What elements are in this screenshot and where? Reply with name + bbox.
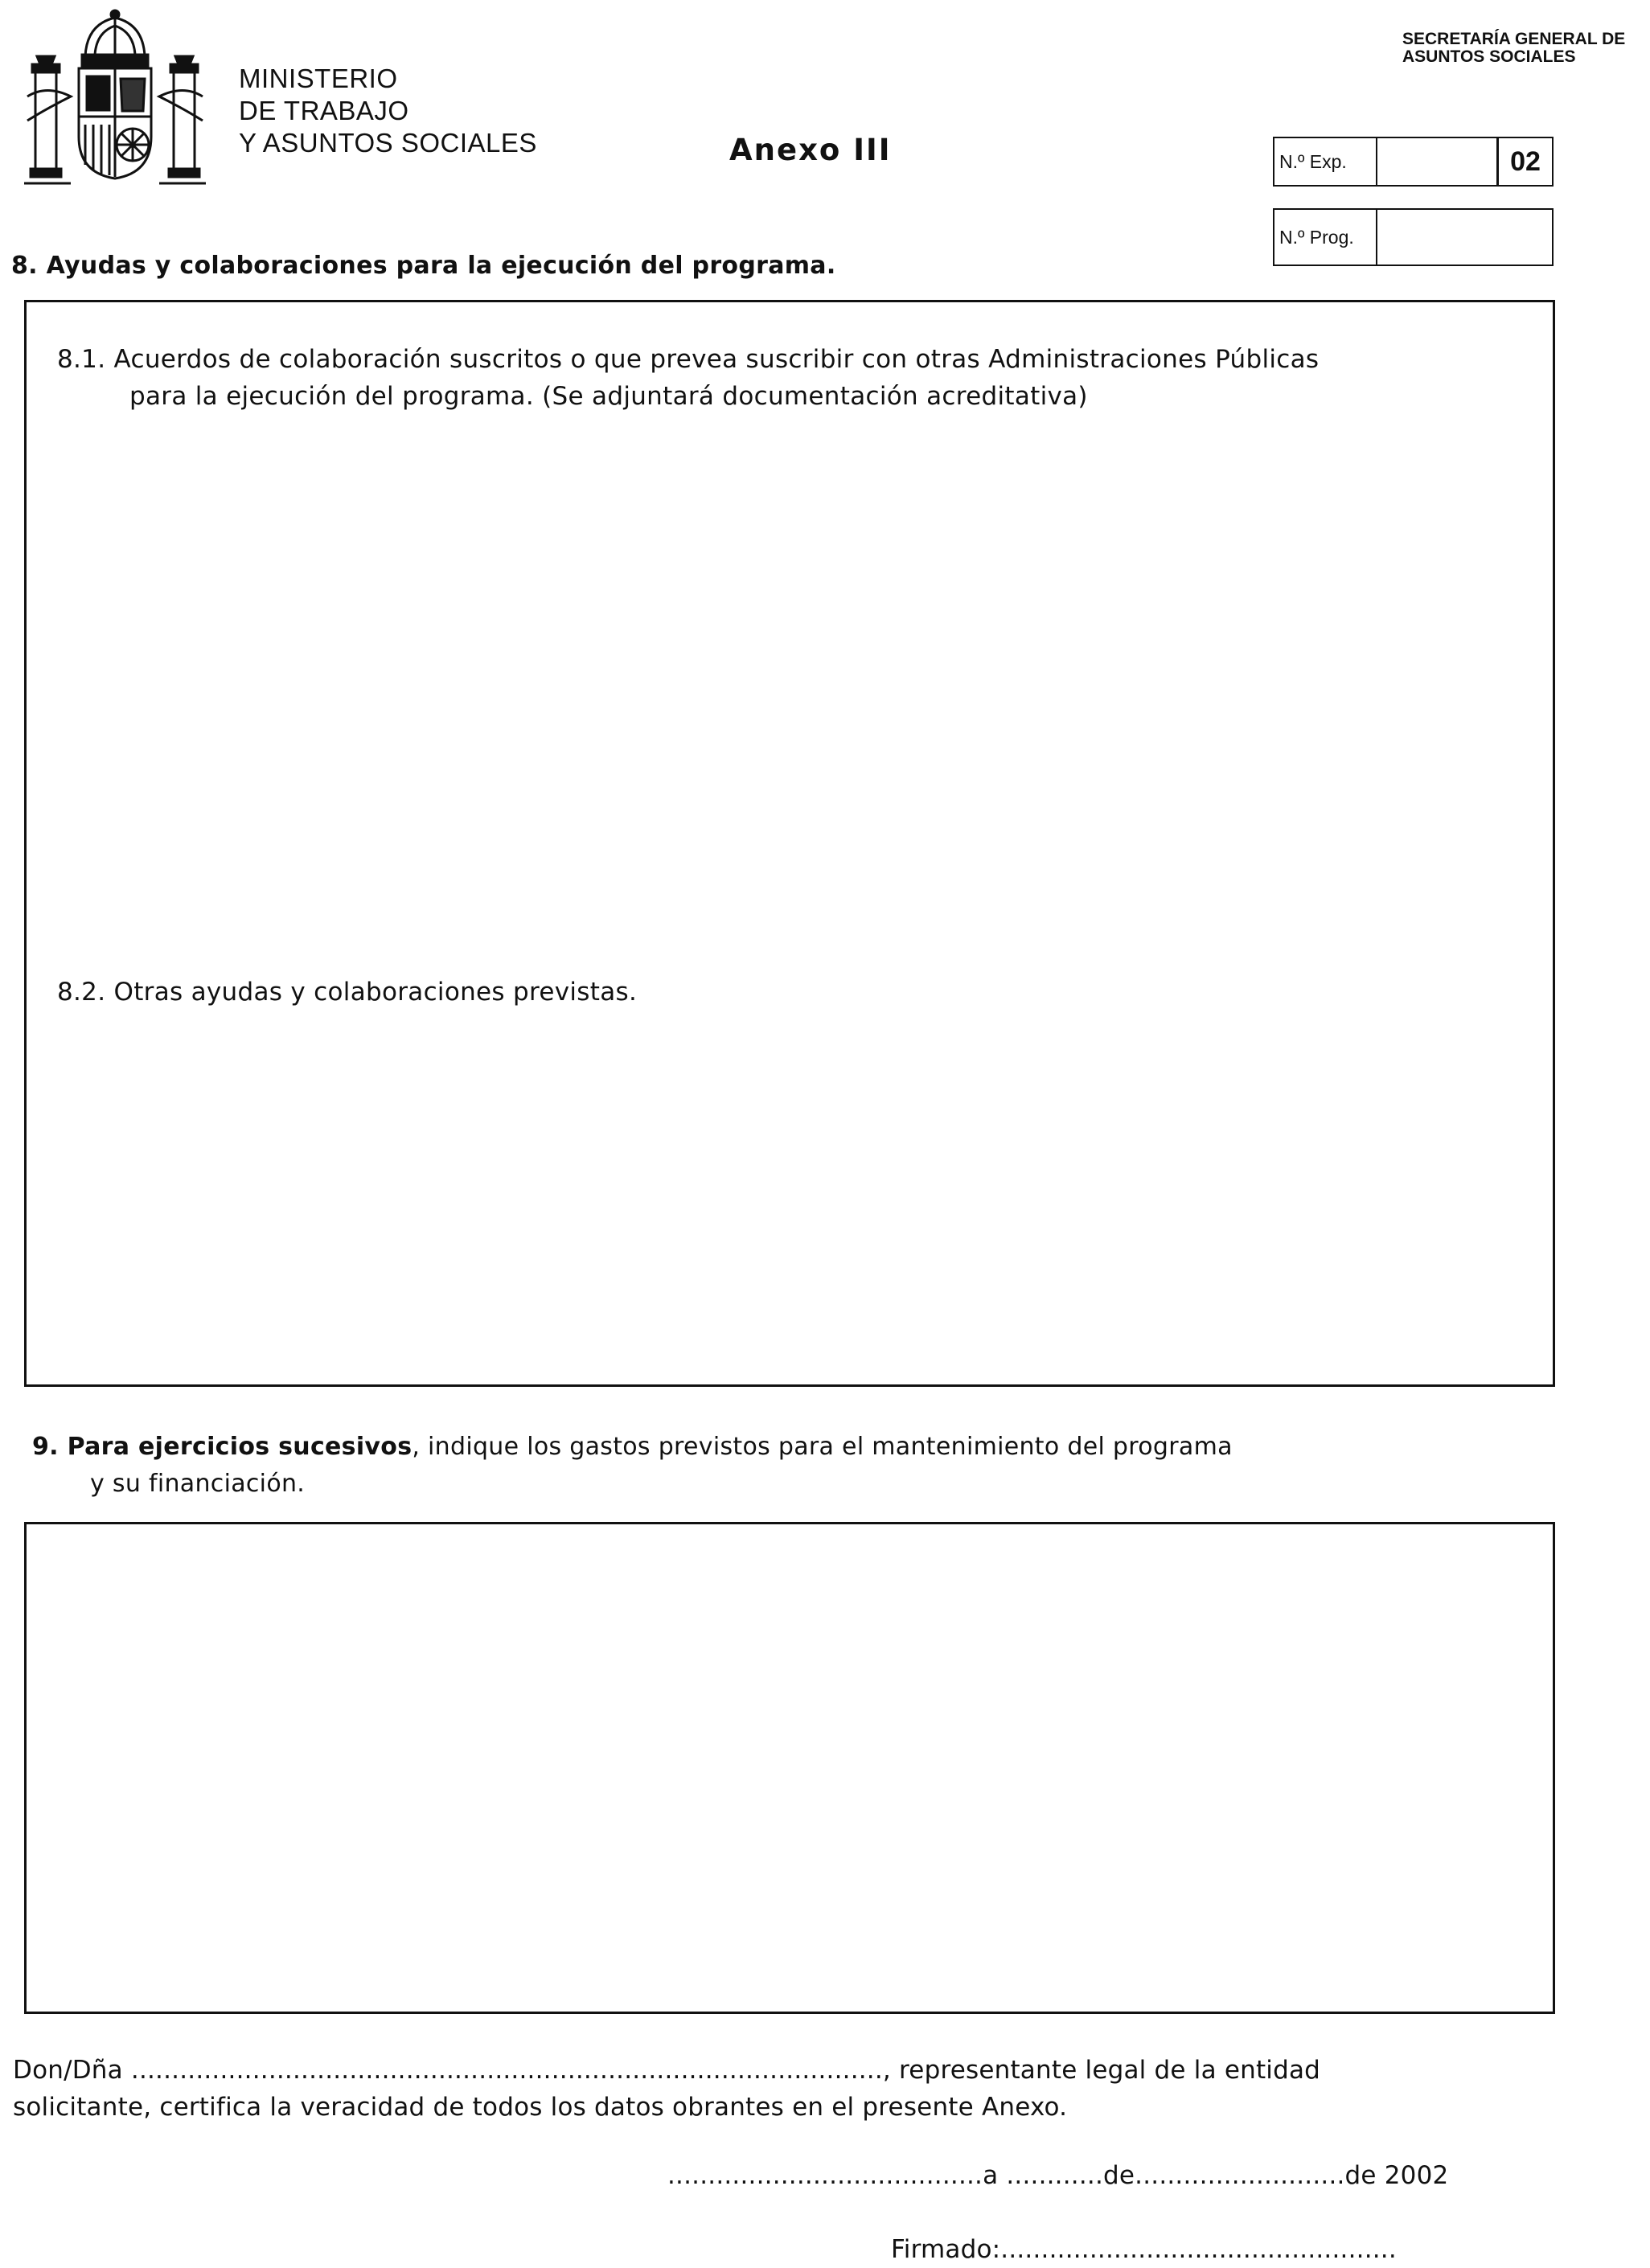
section-8-box xyxy=(24,300,1555,1387)
ministry-name xyxy=(239,63,537,159)
certification-line-1: Don/Dña ............................................................................................., representante legal de la entidad xyxy=(13,2056,1321,2085)
exp-number-box xyxy=(1273,137,1554,187)
coat-of-arms-emblem xyxy=(23,8,207,189)
ministry-line-1: MINISTERIO xyxy=(239,64,398,93)
item-8-2: 8.2. Otras ayudas y colaboraciones previstas. xyxy=(57,978,638,1007)
section-9-box[interactable] xyxy=(24,1522,1555,2014)
section-9-heading-bold: 9. Para ejercicios sucesivos xyxy=(32,1433,412,1461)
prog-number-box xyxy=(1273,208,1554,266)
secretaria-line-2: ASUNTOS SOCIALES xyxy=(1402,47,1576,66)
section-8-heading-text: 8. Ayudas y colaboraciones para la ejecución del programa. xyxy=(11,252,836,280)
place-date-line[interactable]: .......................................a ............de..........................de 2002 xyxy=(667,2161,1449,2190)
prog-number-label: N.º Prog. xyxy=(1274,210,1377,265)
annex-title: Anexo III xyxy=(729,133,892,167)
prog-number-field[interactable] xyxy=(1377,210,1552,265)
section-9-heading-line-1 xyxy=(32,1429,1233,1466)
signature-line[interactable]: Firmado:................................................. xyxy=(891,2235,1397,2264)
certification-text xyxy=(13,2052,1320,2126)
ministry-line-2: DE TRABAJO xyxy=(239,96,409,125)
exp-number-label: N.º Exp. xyxy=(1274,138,1377,185)
secretaria-line-1: SECRETARÍA GENERAL DE xyxy=(1402,30,1626,48)
item-8-1-line-1: 8.1. Acuerdos de colaboración suscritos o que prevea suscribir con otras Administraciones Públicas xyxy=(57,345,1320,374)
exp-number-field[interactable] xyxy=(1377,138,1496,185)
section-9-heading-line-2: y su financiación. xyxy=(90,1470,306,1498)
item-8-2-answer-area[interactable] xyxy=(57,1026,1521,1364)
exp-number-code: 02 xyxy=(1496,138,1552,185)
secretaria-heading xyxy=(1402,31,1625,66)
item-8-1 xyxy=(57,341,1319,415)
item-8-1-line-2: para la ejecución del programa. (Se adjuntará documentación acreditativa) xyxy=(129,382,1088,411)
section-9-heading-rest: , indique los gastos previstos para el mantenimiento del programa xyxy=(412,1433,1233,1461)
ministry-line-3: Y ASUNTOS SOCIALES xyxy=(239,128,537,158)
certification-line-2: solicitante, certifica la veracidad de todos los datos obrantes en el presente Anexo. xyxy=(13,2093,1068,2122)
section-8-heading xyxy=(11,252,836,280)
section-9-heading xyxy=(32,1429,1233,1503)
